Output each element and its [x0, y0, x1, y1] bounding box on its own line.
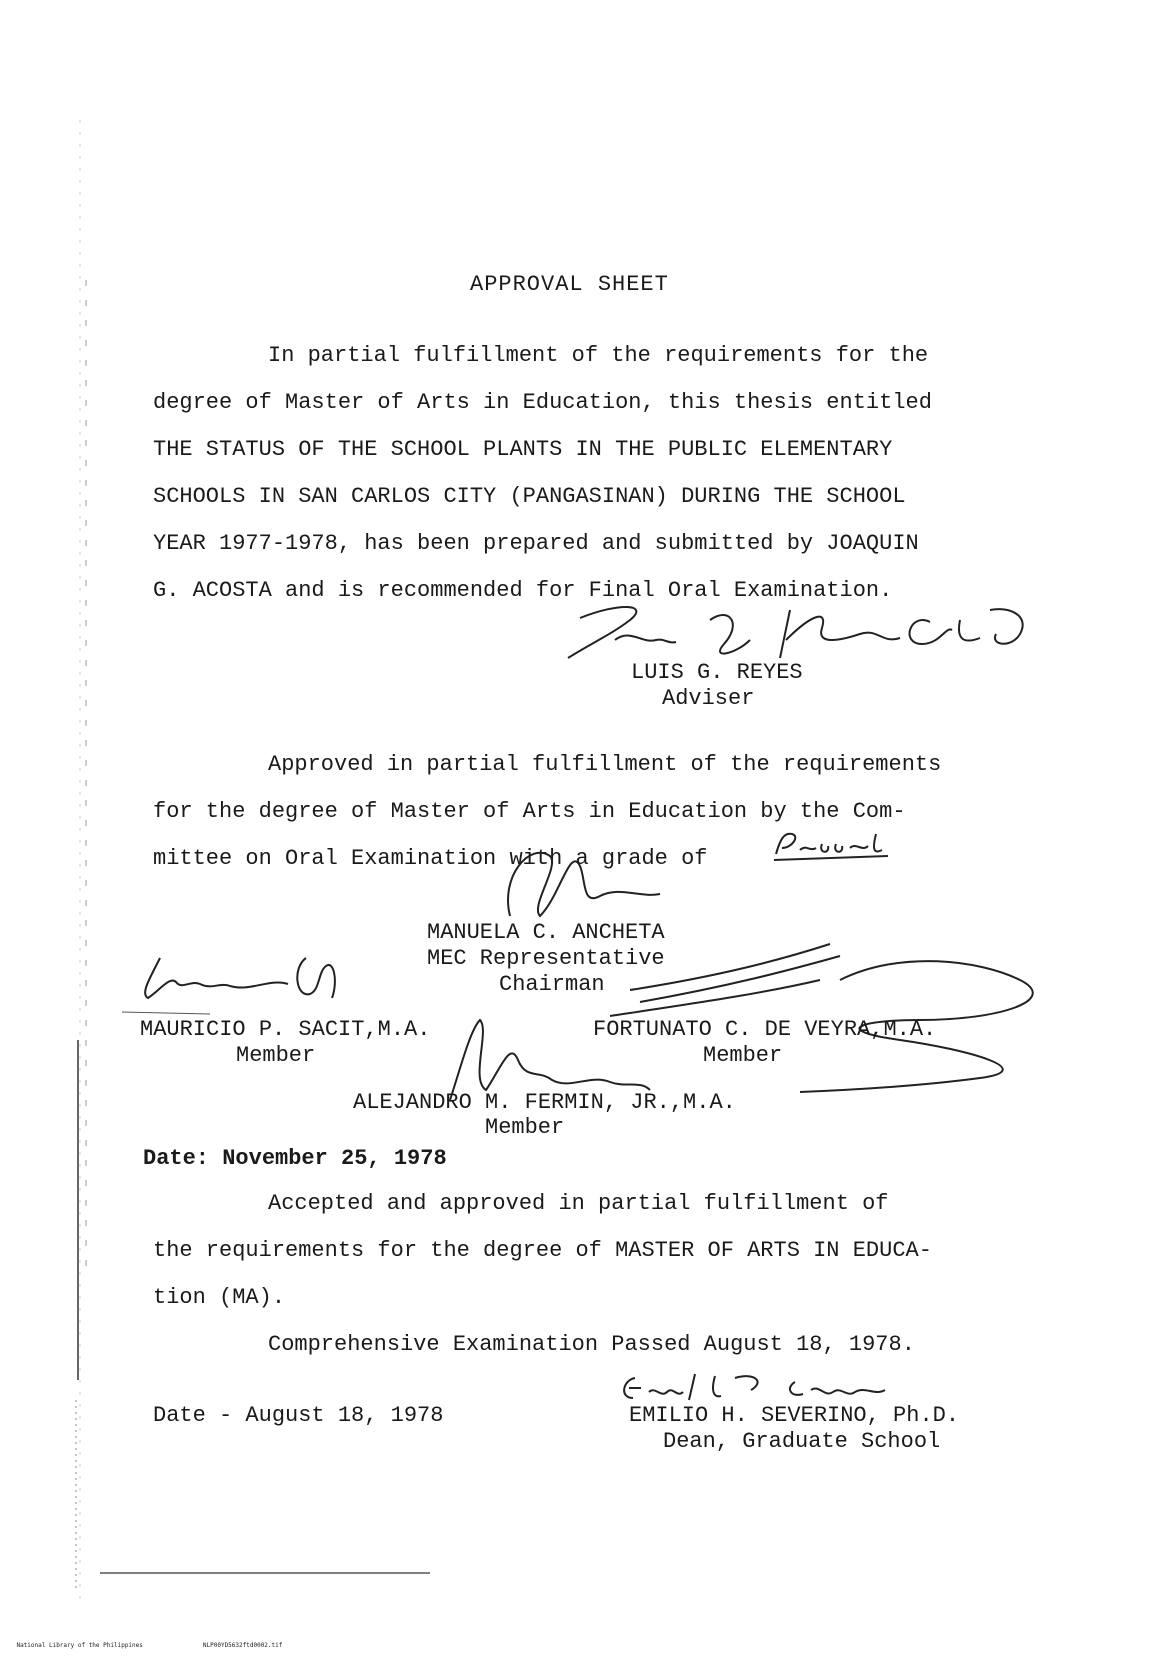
dean-name: EMILIO H. SEVERINO, Ph.D.	[629, 1403, 960, 1428]
dean-date: Date - August 18, 1978	[153, 1403, 444, 1428]
approval-line-1: Approved in partial fulfillment of the requirements	[268, 752, 942, 777]
chair-title: MEC Representative	[427, 946, 665, 971]
member-left-role: Member	[236, 1043, 316, 1068]
intro-line-4: SCHOOLS IN SAN CARLOS CITY (PANGASINAN) DURING THE SCHOOL	[153, 484, 906, 509]
adviser-name: LUIS G. REYES	[631, 660, 803, 685]
comprehensive-exam: Comprehensive Examination Passed August 18, 1978.	[268, 1332, 915, 1357]
member-right-name: FORTUNATO C. DE VEYRA,M.A.	[593, 1017, 937, 1042]
footer-file: NLP00YD5632ftd0002.tif	[202, 1642, 283, 1649]
footer-library: National Library of the Philippines	[16, 1642, 143, 1649]
member-center-role: Member	[485, 1115, 565, 1140]
dean-role: Dean, Graduate School	[663, 1429, 941, 1454]
approval-line-2: for the degree of Master of Arts in Education by the Com-	[153, 799, 906, 824]
page-title: APPROVAL SHEET	[470, 272, 669, 297]
intro-line-3: THE STATUS OF THE SCHOOL PLANTS IN THE PUBLIC ELEMENTARY	[153, 437, 893, 462]
bottom-rule	[100, 1570, 430, 1576]
chair-name: MANUELA C. ANCHETA	[427, 920, 665, 945]
intro-line-1: In partial fulfillment of the requirements for the	[268, 343, 929, 368]
member-right-signature	[600, 920, 1070, 1100]
accept-line-3: tion (MA).	[153, 1285, 286, 1310]
member-center-name: ALEJANDRO M. FERMIN, JR.,M.A.	[353, 1090, 736, 1115]
intro-line-2: degree of Master of Arts in Education, this thesis entitled	[153, 390, 932, 415]
intro-line-5: YEAR 1977-1978, has been prepared and submitted by JOAQUIN	[153, 531, 919, 556]
intro-line-6: G. ACOSTA and is recommended for Final Oral Examination.	[153, 578, 893, 603]
member-left-signature	[120, 938, 450, 1018]
committee-date: Date: November 25, 1978	[143, 1146, 447, 1171]
accept-line-2: the requirements for the degree of MASTER OF ARTS IN EDUCA-	[153, 1238, 932, 1263]
scan-footer	[2, 1635, 342, 1656]
accept-line-1: Accepted and approved in partial fulfillment of	[268, 1191, 889, 1216]
member-right-role: Member	[703, 1043, 783, 1068]
member-left-name: MAURICIO P. SACIT,M.A.	[140, 1017, 431, 1042]
chair-role: Chairman	[499, 972, 605, 997]
approval-line-3: mittee on Oral Examination with a grade of	[153, 846, 708, 871]
adviser-role: Adviser	[662, 686, 755, 711]
grade-passed-handwriting	[770, 826, 900, 866]
scan-edge-marks	[60, 120, 100, 1600]
